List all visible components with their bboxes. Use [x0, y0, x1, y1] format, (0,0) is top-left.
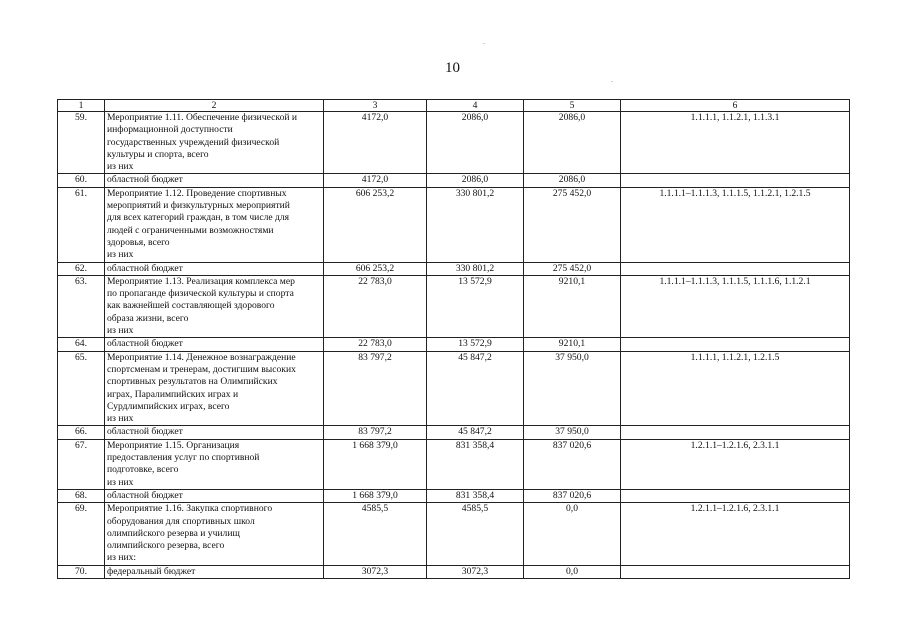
year-1-value: 45 847,2	[427, 351, 524, 426]
year-2-value: 275 452,0	[524, 187, 621, 262]
year-2-value: 2086,0	[524, 112, 621, 174]
year-1-value: 4585,5	[427, 503, 524, 565]
description-line: людей с ограниченными возможностями	[107, 224, 274, 236]
year-1-value: 45 847,2	[427, 426, 524, 439]
description-line: федеральный бюджет	[107, 565, 196, 577]
year-2-value: 837 020,6	[524, 489, 621, 502]
indicator-codes	[621, 174, 850, 187]
column-header-3: 3	[324, 100, 427, 112]
row-number: 60.	[58, 174, 105, 187]
year-1-value: 831 358,4	[427, 439, 524, 489]
total-value: 4172,0	[324, 174, 427, 187]
description-line: областной бюджет	[107, 174, 183, 186]
column-header-1: 1	[58, 100, 105, 112]
total-value: 4585,5	[324, 503, 427, 565]
year-2-value: 37 950,0	[524, 426, 621, 439]
total-value: 22 783,0	[324, 275, 427, 337]
table-row	[58, 262, 850, 275]
row-description	[105, 503, 324, 565]
indicator-codes: 1.2.1.1–1.2.1.6, 2.3.1.1	[621, 503, 850, 565]
description-line: мероприятий и физкультурных мероприятий	[107, 200, 290, 212]
indicator-codes: 1.1.1.1–1.1.1.3, 1.1.1.5, 1.1.2.1, 1.2.1.5	[621, 187, 850, 262]
year-2-value: 37 950,0	[524, 351, 621, 426]
description-line: спортсменам и тренерам, достигшим высоких	[107, 363, 296, 375]
description-line: областной бюджет	[107, 262, 183, 274]
description-line: областной бюджет	[107, 426, 183, 438]
indicator-codes	[621, 565, 850, 578]
description-line: областной бюджет	[107, 489, 183, 501]
table-row	[58, 275, 850, 337]
description-line: из них	[107, 161, 134, 173]
description-line: Мероприятие 1.13. Реализация комплекса мер	[107, 275, 295, 287]
column-header-6: 6	[621, 100, 850, 112]
row-number: 63.	[58, 275, 105, 337]
row-number: 64.	[58, 338, 105, 351]
row-description	[105, 351, 324, 426]
column-header-2: 2	[105, 100, 324, 112]
total-value: 1 668 379,0	[324, 439, 427, 489]
row-number: 66.	[58, 426, 105, 439]
total-value: 83 797,2	[324, 426, 427, 439]
description-line: здоровья, всего	[107, 236, 170, 248]
year-2-value: 0,0	[524, 503, 621, 565]
column-header-4: 4	[427, 100, 524, 112]
row-number: 59.	[58, 112, 105, 174]
row-number: 65.	[58, 351, 105, 426]
row-description	[105, 275, 324, 337]
scan-speck	[611, 81, 613, 82]
indicator-codes: 1.1.1.1, 1.1.2.1, 1.1.3.1	[621, 112, 850, 174]
description-line: областной бюджет	[107, 338, 183, 350]
year-1-value: 2086,0	[427, 112, 524, 174]
year-2-value: 275 452,0	[524, 262, 621, 275]
year-1-value: 2086,0	[427, 174, 524, 187]
table-row	[58, 439, 850, 489]
row-number: 69.	[58, 503, 105, 565]
description-line: предоставления услуг по спортивной	[107, 452, 260, 464]
table-row	[58, 426, 850, 439]
year-2-value: 0,0	[524, 565, 621, 578]
total-value: 4172,0	[324, 112, 427, 174]
description-line: Сурдлимпийских играх, всего	[107, 400, 230, 412]
row-description	[105, 262, 324, 275]
description-line: как важнейшей составляющей здорового	[107, 300, 275, 312]
table-row	[58, 187, 850, 262]
table-row	[58, 489, 850, 502]
indicator-codes	[621, 489, 850, 502]
table-row	[58, 338, 850, 351]
indicator-codes	[621, 262, 850, 275]
total-value: 22 783,0	[324, 338, 427, 351]
description-line: культуры и спорта, всего	[107, 148, 209, 160]
year-1-value: 330 801,2	[427, 187, 524, 262]
row-description	[105, 187, 324, 262]
description-line: Мероприятие 1.12. Проведение спортивных	[107, 187, 287, 199]
row-number: 62.	[58, 262, 105, 275]
table-body	[58, 112, 850, 579]
description-line: играх, Паралимпийских играх и	[107, 388, 239, 400]
row-description	[105, 338, 324, 351]
table-row	[58, 174, 850, 187]
description-line: из них:	[107, 552, 137, 564]
total-value: 83 797,2	[324, 351, 427, 426]
year-1-value: 330 801,2	[427, 262, 524, 275]
description-line: подготовке, всего	[107, 464, 179, 476]
indicator-codes	[621, 426, 850, 439]
row-description	[105, 174, 324, 187]
header-row	[58, 100, 850, 112]
description-line: спортивных результатов на Олимпийских	[107, 376, 278, 388]
table-row	[58, 112, 850, 174]
indicator-codes: 1.2.1.1–1.2.1.6, 2.3.1.1	[621, 439, 850, 489]
year-1-value: 13 572,9	[427, 275, 524, 337]
year-1-value: 831 358,4	[427, 489, 524, 502]
row-number: 68.	[58, 489, 105, 502]
table-row	[58, 565, 850, 578]
row-number: 70.	[58, 565, 105, 578]
description-line: информационной доступности	[107, 124, 233, 136]
description-line: образа жизни, всего	[107, 312, 189, 324]
year-2-value: 2086,0	[524, 174, 621, 187]
description-line: из них	[107, 413, 134, 425]
budget-table	[57, 99, 850, 579]
year-2-value: 837 020,6	[524, 439, 621, 489]
description-line: государственных учреждений физической	[107, 136, 280, 148]
year-2-value: 9210,1	[524, 338, 621, 351]
column-header-5: 5	[524, 100, 621, 112]
year-1-value: 3072,3	[427, 565, 524, 578]
row-description	[105, 565, 324, 578]
description-line: из них	[107, 476, 134, 488]
row-description	[105, 426, 324, 439]
year-1-value: 13 572,9	[427, 338, 524, 351]
row-number: 67.	[58, 439, 105, 489]
table-row	[58, 351, 850, 426]
row-description	[105, 112, 324, 174]
description-line: олимпийского резерва, всего	[107, 540, 225, 552]
description-line: Мероприятие 1.14. Денежное вознаграждение	[107, 351, 296, 363]
indicator-codes: 1.1.1.1–1.1.1.3, 1.1.1.5, 1.1.1.6, 1.1.2.1	[621, 275, 850, 337]
total-value: 3072,3	[324, 565, 427, 578]
description-line: Мероприятие 1.15. Организация	[107, 439, 240, 451]
total-value: 606 253,2	[324, 262, 427, 275]
description-line: из них	[107, 249, 134, 261]
indicator-codes: 1.1.1.1, 1.1.2.1, 1.2.1.5	[621, 351, 850, 426]
row-description	[105, 439, 324, 489]
row-number: 61.	[58, 187, 105, 262]
total-value: 606 253,2	[324, 187, 427, 262]
year-2-value: 9210,1	[524, 275, 621, 337]
scan-speck	[483, 43, 485, 44]
indicator-codes	[621, 338, 850, 351]
description-line: оборудования для спортивных школ	[107, 515, 255, 527]
description-line: олимпийского резерва и училищ	[107, 527, 240, 539]
table-row	[58, 503, 850, 565]
total-value: 1 668 379,0	[324, 489, 427, 502]
description-line: Мероприятие 1.11. Обеспечение физической и	[107, 112, 298, 123]
description-line: Мероприятие 1.16. Закупка спортивного	[107, 503, 273, 515]
description-line: по пропаганде физической культуры и спорта	[107, 288, 294, 300]
row-description	[105, 489, 324, 502]
description-line: для всех категорий граждан, в том числе для	[107, 212, 290, 224]
description-line: из них	[107, 325, 134, 337]
page-number: 10	[445, 60, 460, 76]
